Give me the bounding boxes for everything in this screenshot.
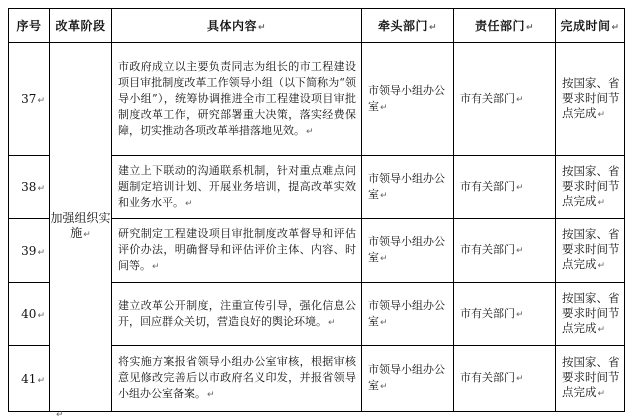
row-content: 建立上下联动的沟通联系机制，针对重点难点问题制定培训计划、开展业务培训，提高改革实效和业务水平。↵	[112, 156, 362, 219]
row-content: 将实施方案报省领导小组办公室审核，根据审核意见修改完善后以市政府名义印发，并报省领导小组办公室备案。↵	[112, 346, 362, 412]
paragraph-mark: ↵	[56, 410, 64, 420]
row-lead-dept: 市领导小组办公室↵	[362, 283, 454, 346]
row-lead-dept: 市领导小组办公室↵	[362, 43, 454, 156]
row-deadline: 按国家、省要求时间节点完成↵	[556, 346, 625, 412]
row-responsible-dept: 市有关部门↵	[454, 156, 556, 219]
row-seq: 39↵	[9, 219, 50, 283]
header-deadline: 完成时间↵	[556, 9, 625, 43]
header-seq: 序号	[9, 9, 50, 43]
table-row	[9, 43, 625, 156]
row-responsible-dept: 市有关部门↵	[454, 346, 556, 412]
table-header-row	[9, 9, 625, 43]
row-deadline: 按国家、省要求时间节点完成↵	[556, 219, 625, 283]
row-content: 建立改革公开制度，注重宣传引导，强化信息公开，回应群众关切，营造良好的舆论环境。↵	[112, 283, 362, 346]
row-deadline: 按国家、省要求时间节点完成↵	[556, 283, 625, 346]
reform-task-table	[8, 8, 625, 412]
row-responsible-dept: 市有关部门↵	[454, 219, 556, 283]
phase-cell: 加强组织实施↵	[50, 43, 112, 412]
row-seq: 37↵	[9, 43, 50, 156]
row-deadline: 按国家、省要求时间节点完成↵	[556, 43, 625, 156]
row-lead-dept: 市领导小组办公室↵	[362, 156, 454, 219]
header-phase: 改革阶段	[50, 9, 112, 43]
header-content: 具体内容↵	[112, 9, 362, 43]
row-responsible-dept: 市有关部门↵	[454, 43, 556, 156]
row-lead-dept: 市领导小组办公室↵	[362, 219, 454, 283]
row-seq: 41↵	[9, 346, 50, 412]
row-content: 研究制定工程建设项目审批制度改革督导和评估评价办法，明确督导和评估评价主体、内容、时间等。↵	[112, 219, 362, 283]
row-deadline: 按国家、省要求时间节点完成↵	[556, 156, 625, 219]
header-lead: 牵头部门↵	[362, 9, 454, 43]
row-seq: 38↵	[9, 156, 50, 219]
row-content: 市政府成立以主要负责同志为组长的市工程建设项目审批制度改革工作领导小组（以下简称为“领导小组”），统筹协调推进全市工程建设项目审批制度改革工作，研究部署重大决策，落实经费保障，切实推动各项改革举措落地见效。↵	[112, 43, 362, 156]
row-seq: 40↵	[9, 283, 50, 346]
header-responsible: 责任部门↵	[454, 9, 556, 43]
row-lead-dept: 市领导小组办公室↵	[362, 346, 454, 412]
row-responsible-dept: 市有关部门↵	[454, 283, 556, 346]
